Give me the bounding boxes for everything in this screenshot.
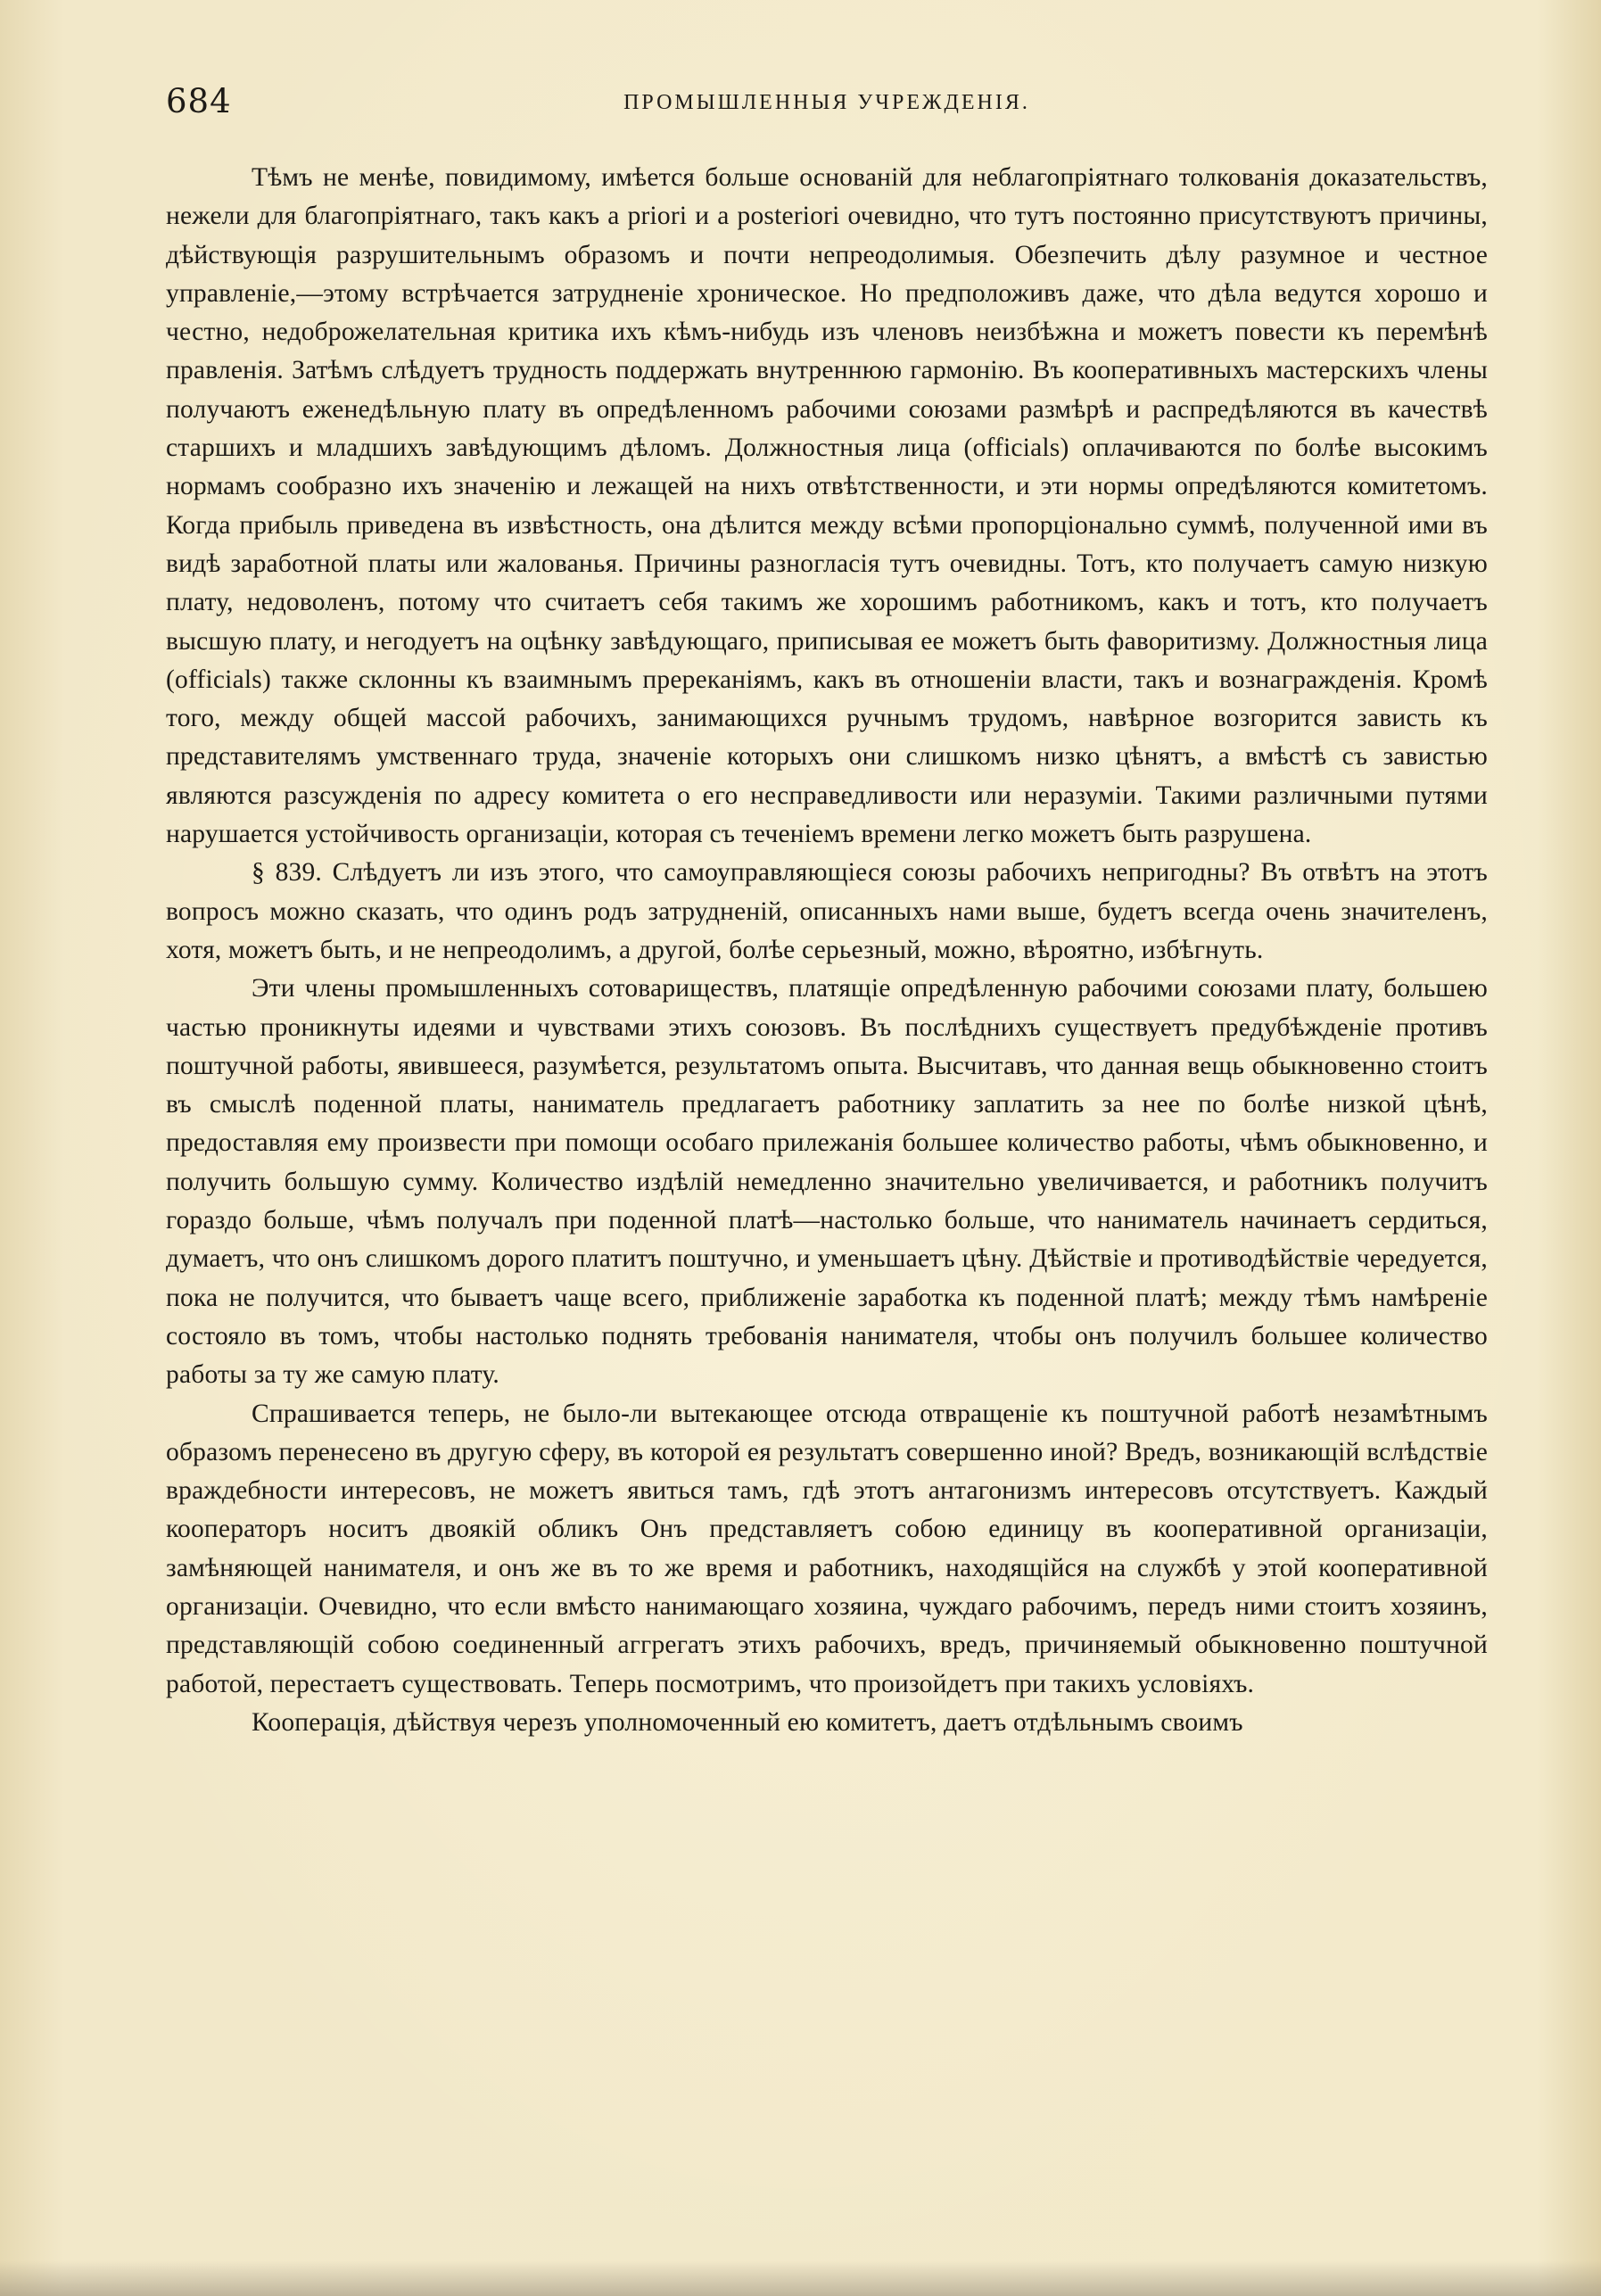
- paragraph-section-839: § 839. Слѣдуетъ ли изъ этого, что самоуправляющіеся союзы рабочихъ непригодны? Въ отвѣтъ на этотъ вопросъ можно сказать, что одинъ родъ затрудненій, описанныхъ нами выше, будетъ всегда очень значителенъ, хотя, можетъ быть, и не непреодолимъ, а другой, болѣе серьезный, можно, вѣроятно, избѣгнуть.: [166, 858, 1488, 964]
- paragraph: Кооперація, дѣйствуя черезъ уполномоченный ею комитетъ, даетъ отдѣльнымъ своимъ: [252, 1707, 1243, 1737]
- running-head: ПРОМЫШЛЕННЫЯ УЧРЕЖДЕНІЯ.: [623, 91, 1030, 114]
- body-text: [166, 159, 1488, 1742]
- page-header: [166, 82, 1488, 127]
- paragraph: Спрашивается теперь, не было-ли вытекающее отсюда отвращеніе къ поштучной работѣ незамѣтнымъ образомъ перенесено въ другую сферу, въ которой ея результатъ совершенно иной? Вредъ, возникающій вслѣдствіе враждебности интересовъ, не можетъ явиться тамъ, гдѣ этотъ антагонизмъ интересовъ отсутствуетъ. Каждый кооператоръ носитъ двоякій обликъ Онъ представляетъ собою единицу въ кооперативной организаціи, замѣняющей нанимателя, и онъ же въ то же время и работникъ, находящійся на службѣ у этой кооперативной организаціи. Очевидно, что если вмѣсто нанимающаго хозяина, чуждаго рабочимъ, передъ ними стоитъ хозяинъ, представляющій собою соединенный аггрегатъ этихъ рабочихъ, вредъ, причиняемый обыкновенно поштучной работой, перестаетъ существовать. Теперь посмотримъ, что произойдетъ при такихъ условіяхъ.: [166, 1399, 1488, 1698]
- page-number: 684: [166, 82, 232, 120]
- paragraph: Тѣмъ не менѣе, повидимому, имѣется больше основаній для неблагопріятнаго толкованія доказательствъ, нежели для благопріятнаго, такъ какъ a priori и a posteriori очевидно, что тутъ постоянно присутствуютъ причины, дѣйствующія разрушительнымъ образомъ и почти непреодолимыя. Обезпечить дѣлу разумное и честное управленіе,—этому встрѣчается затрудненіе хроническое. Но предположивъ даже, что дѣла ведутся хорошо и честно, недоброжелательная критика ихъ кѣмъ-нибудь изъ членовъ неизбѣжна и можетъ повести къ перемѣнѣ правленія. Затѣмъ слѣдуетъ трудность поддержать внутреннюю гармонію. Въ кооперативныхъ мастерскихъ члены получаютъ еженедѣльную плату въ опредѣленномъ рабочими союзами размѣрѣ и распредѣляются въ качествѣ старшихъ и младшихъ завѣдующимъ дѣломъ. Должностныя лица (officials) оплачиваются по болѣе высокимъ нормамъ сообразно ихъ значенію и лежащей на нихъ отвѣтственности, и эти нормы опредѣляются комитетомъ. Когда прибыль приведена въ извѣстность, она дѣлится между всѣми пропорціонально суммѣ, полученной ими въ видѣ заработной платы или жалованья. Причины разногласія тутъ очевидны. Тотъ, кто получаетъ самую низкую плату, недоволенъ, потому что считаетъ себя такимъ же хорошимъ работникомъ, какъ и тотъ, кто получаетъ высшую плату, и негодуетъ на оцѣнку завѣдующаго, приписывая ее можетъ быть фаворитизму. Должностныя лица (officials) также склонны къ взаимнымъ пререканіямъ, какъ въ отношеніи власти, такъ и вознагражденія. Кромѣ того, между общей массой рабочихъ, занимающихся ручнымъ трудомъ, навѣрное возгорится зависть къ представителямъ умственнаго труда, значеніе которыхъ они слишкомъ низко цѣнятъ, а вмѣстѣ съ завистью являются разсужденія по адресу комитета о его несправедливости или неразуміи. Такими различными путями нарушается устойчивость организаціи, которая съ теченіемъ времени легко можетъ быть разрушена.: [166, 163, 1488, 849]
- page-edge-shadow: [0, 2260, 1601, 2296]
- paragraph: Эти члены промышленныхъ сотовариществъ, платящіе опредѣленную рабочими союзами плату, большею частью проникнуты идеями и чувствами этихъ союзовъ. Въ послѣднихъ существуетъ предубѣжденіе противъ поштучной работы, явившееся, разумѣется, результатомъ опыта. Высчитавъ, что данная вещь обыкновенно стоитъ въ смыслѣ поденной платы, наниматель предлагаетъ работнику заплатить за нее по болѣе низкой цѣнѣ, предоставляя ему произвести при помощи особаго прилежанія большее количество работы, чѣмъ обыкновенно, и получить большую сумму. Количество издѣлій немедленно значительно увеличивается, и работникъ получитъ гораздо больше, чѣмъ получалъ при поденной платѣ—настолько больше, что наниматель начинаетъ сердиться, думаетъ, что онъ слишкомъ дорого платитъ поштучно, и уменьшаетъ цѣну. Дѣйствіе и противодѣйствіе чередуется, пока не получится, что бываетъ чаще всего, приближеніе заработка къ поденной платѣ; между тѣмъ намѣреніе состояло въ томъ, чтобы настолько поднять требованія нанимателя, чтобы онъ получилъ большее количество работы за ту же самую плату.: [166, 974, 1488, 1390]
